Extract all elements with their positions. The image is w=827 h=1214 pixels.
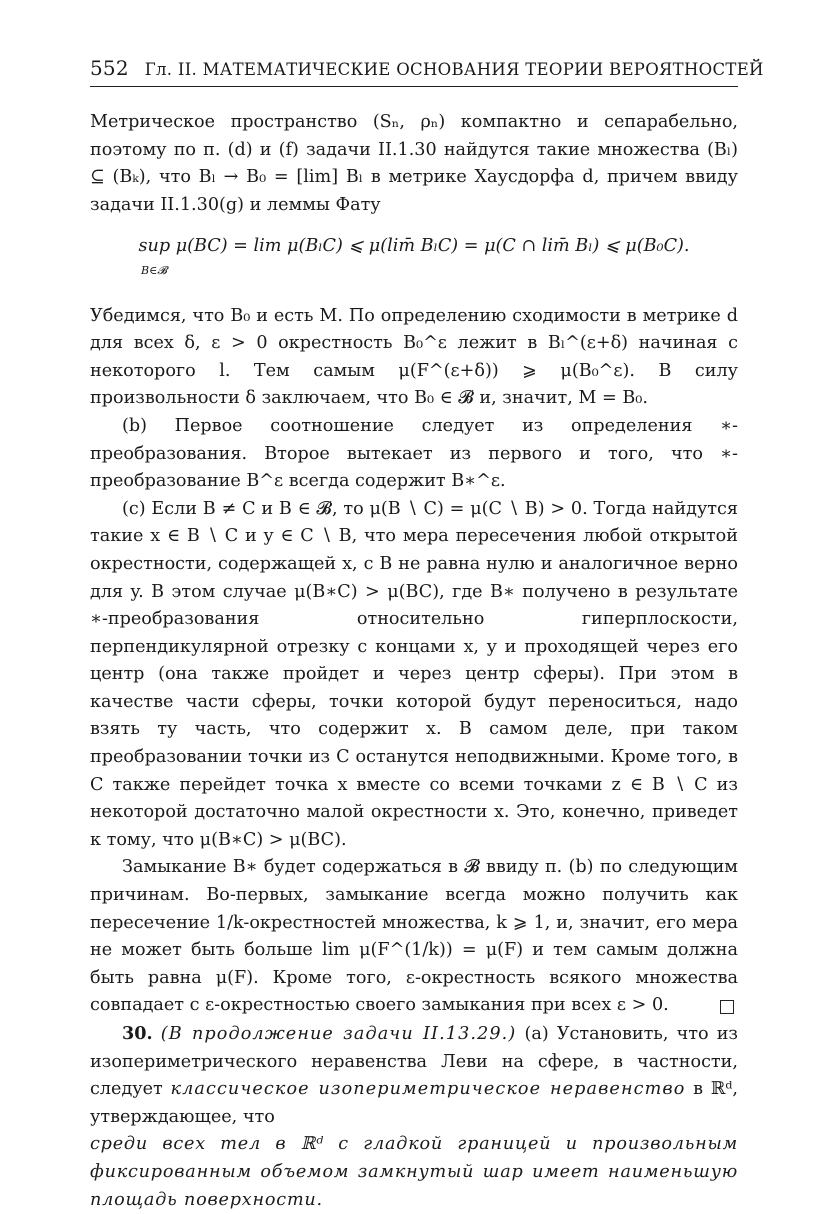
display-formula: [90, 233, 738, 284]
qed-square-icon: [720, 1000, 734, 1014]
problem-30: [90, 1020, 738, 1131]
page-number: 552: [90, 56, 129, 80]
problem-text: (а) Установить, что из изопериметрического неравенства Леви на сфере, в частности, следует: [90, 1024, 739, 1100]
body-text: [90, 109, 738, 1214]
paragraph-2: Убедимся, что B₀ и есть M. По определению сходимости в метрике d для всех δ, ε > 0 окрестность B₀^ε лежит в Bₗ^(ε+δ) начиная с некоторого l. Тем самым μ(F^(ε+δ)) ⩾ μ(B₀^ε). В силу произвольности δ заключаем, что B₀ ∈ 𝓑 и, значит, M = B₀.: [90, 305, 738, 409]
chapter-title: Гл. II. МАТЕМАТИЧЕСКИЕ ОСНОВАНИЯ ТЕОРИИ ВЕРОЯТНОСТЕЙ: [144, 60, 764, 79]
paragraph-5-text: Замыкание B∗ будет содержаться в 𝓑 ввиду п. (b) по следующим причинам. Во-первых, замыкание всегда можно получить как пересечение 1/k-окрестностей множества, k ⩾ 1, и, значит, его мера не может быть больше lim μ(F^(1/k)) = μ(F) и тем самым должна быть равна μ(F). Кроме того, ε-окрестность всякого множества совпадает с ε-окрестностью своего замыкания при всех ε > 0.: [90, 857, 738, 1016]
problem-term: классическое изопериметрическое неравенство: [170, 1079, 686, 1100]
page: [90, 56, 764, 1214]
paragraph-1: Метрическое пространство (Sₙ, ρₙ) компактно и сепарабельно, поэтому по п. (d) и (f) задачи II.1.30 найдутся такие множества (Bₗ) ⊆ (Bₖ), что Bₗ → B₀ = [lim] Bₗ в метрике Хаусдорфа d, причем ввиду задачи II.1.30(g) и леммы Фату: [90, 112, 738, 215]
formula-subscript: B∈𝓑: [141, 263, 167, 277]
paragraph-4: (c) Если B ≠ C и B ∈ 𝓑, то μ(B ∖ C) = μ(C ∖ B) > 0. Тогда найдутся такие x ∈ B ∖ C и y ∈ C ∖ B, что мера пересечения любой открытой окрестности, содержащей x, с B не равна нулю и аналогичное верно для y. В этом случае μ(B∗C) > μ(BC), где B∗ получено в результате ∗-преобразования относительно гиперплоскости, перпендикулярной отрезку с концами x, y и проходящей через его центр (она также пройдет и через центр сферы). При этом в качестве части сферы, точки которой будут переноситься, надо взять ту часть, что содержит x. В самом деле, при таком преобразовании точки из C останутся неподвижными. Кроме того, в C также перейдет точка x вместе со всеми точками z ∈ B ∖ C из некоторой достаточно малой окрестности x. Это, конечно, приведет к тому, что μ(B∗C) > μ(BC).: [90, 498, 738, 850]
paragraph-3: (b) Первое соотношение следует из определения ∗-преобразования. Второе вытекает из первого и того, что ∗-преобразование B^ε всегда содержит B∗^ε.: [90, 415, 738, 492]
paragraph-5: [90, 854, 738, 1020]
problem-tail: в ℝᵈ, утверждающее, что: [90, 1079, 738, 1127]
running-header: [90, 56, 764, 87]
problem-number: 30.: [122, 1023, 153, 1044]
problem-reference: (В продолжение задачи II.13.29.): [160, 1024, 517, 1044]
formula-text: sup μ(BC) = lim μ(BₗC) ⩽ μ(lim̄ BₗC) = μ(C ∩ lim̄ Bₗ) ⩽ μ(B₀C).: [138, 236, 690, 257]
theorem-statement: среди всех тел в ℝᵈ с гладкой границей и произвольным фиксированным объемом замкнутый шар имеет наименьшую площадь поверхности.: [90, 1134, 738, 1210]
